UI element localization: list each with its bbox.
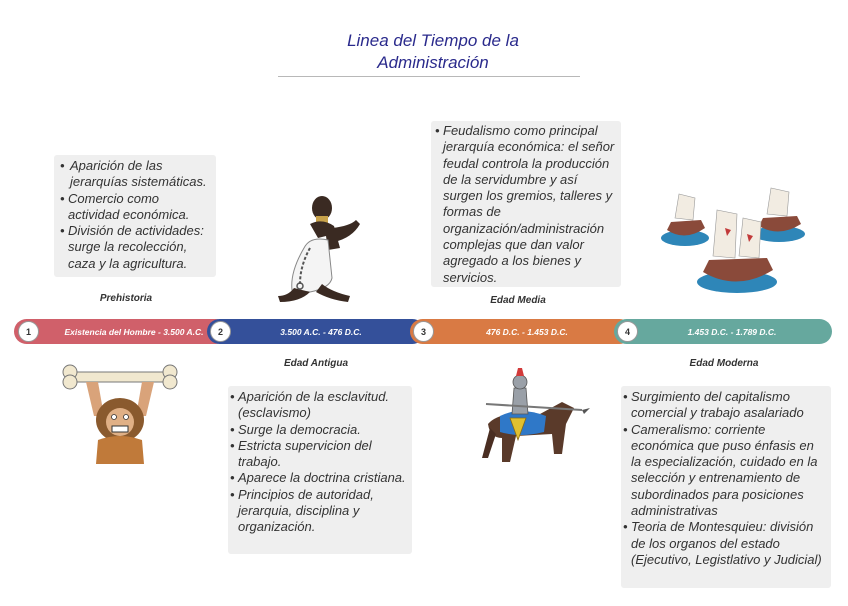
era-number-1: 1 xyxy=(18,321,39,342)
caravels-ships-icon xyxy=(655,180,823,298)
list-item: • Cameralismo: corriente económica que puso énfasis en la especialización, cuidado en la selección y entrenamiento de subordinados para posiciones administrativas xyxy=(623,422,827,520)
edad-moderna-box xyxy=(621,386,831,588)
timeline-segment-3 xyxy=(410,319,632,344)
era-number-2: 2 xyxy=(210,321,231,342)
edad-antigua-box xyxy=(228,386,412,554)
era-number-3: 3 xyxy=(413,321,434,342)
knight-on-horse-icon xyxy=(470,358,594,482)
segment-range: Existencia del Hombre - 3.500 A.C. xyxy=(64,326,204,337)
era-label-edad-moderna: Edad Moderna xyxy=(689,358,759,369)
list-item: • Aparición de las jerarquías sistemáticas. xyxy=(60,158,210,191)
segment-range: 3.500 A.C. - 476 D.C. xyxy=(280,326,362,337)
list-item: • Principios de autoridad, jerarquia, disciplina y organización. xyxy=(230,487,406,536)
caveman-with-bone-icon xyxy=(58,360,182,468)
list-item: • Teoria de Montesquieu: división de los organos del estado (Ejecutivo, Legistlativo y Judicial) xyxy=(623,519,827,568)
era-number-4: 4 xyxy=(617,321,638,342)
list-item: • Estricta supervicion del trabajo. xyxy=(230,438,406,471)
list-item: • Surgimiento del capitalismo comercial y trabajo asalariado xyxy=(623,389,827,422)
era-label-prehistoria: Prehistoria xyxy=(99,293,153,304)
list-item: • Aparición de la esclavitud.(esclavismo) xyxy=(230,389,406,422)
timeline-segment-4 xyxy=(614,319,832,344)
era-label-edad-antigua: Edad Antigua xyxy=(283,358,349,369)
list-item: • Aparece la doctrina cristiana. xyxy=(230,470,406,486)
title-divider xyxy=(278,76,580,77)
list-item: • Surge la democracia. xyxy=(230,422,406,438)
list-item: • División de actividades: surge la recolección, caza y la agricultura. xyxy=(60,223,210,272)
title-line-1: Linea del Tiempo de la xyxy=(347,31,519,50)
segment-range: 1.453 D.C. - 1.789 D.C. xyxy=(687,326,777,337)
title-line-2: Administración xyxy=(377,53,489,72)
timeline-segment-1 xyxy=(14,319,228,344)
page-title xyxy=(270,30,596,74)
list-item: • Comercio como actividad económica. xyxy=(60,191,210,224)
segment-range: 476 D.C. - 1.453 D.C. xyxy=(486,326,568,337)
chained-slave-icon xyxy=(270,188,366,308)
prehistoria-box xyxy=(54,155,216,277)
timeline-segment-2 xyxy=(207,319,425,344)
edad-media-box xyxy=(431,121,621,287)
era-label-edad-media: Edad Media xyxy=(490,295,546,306)
list-item: • Feudalismo como principal jerarquía económica: el señor feudal controla la producción de la servidumbre y así surgen los gremios, talleres y formas de organización/administración complejas que dan valor agregado a los bienes y servicios. xyxy=(435,123,615,286)
